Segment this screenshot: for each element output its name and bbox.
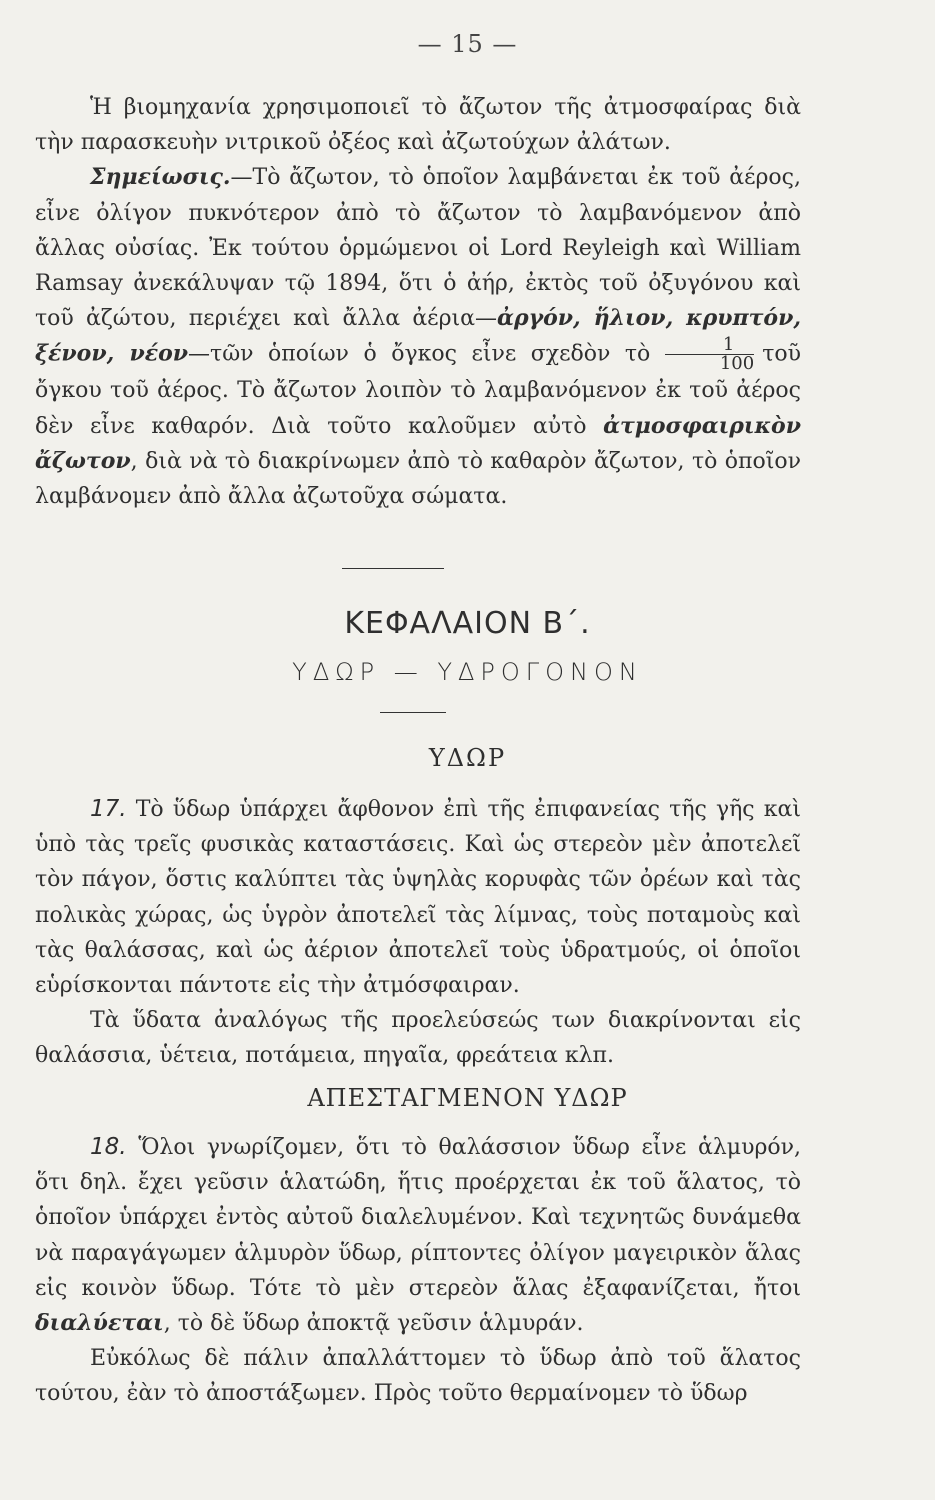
section-heading-distilled-water: ΑΠΕΣΤΑΓΜΕΝΟΝ ΥΔΩΡ	[307, 1084, 628, 1112]
paragraph-17	[35, 792, 801, 1003]
section-heading-water: ΥΔΩΡ	[428, 744, 507, 772]
paragraph-number-17: 17.	[90, 796, 127, 822]
fraction-one-hundredth	[665, 336, 754, 373]
paragraph-water-types: Τὰ ὕδατα ἀναλόγως τῆς προελεύσεώς των διακρίνονται εἰς θαλάσσια, ὑέτεια, ποτάμεια, πηγαῖα, φρεάτεια κλπ.	[35, 1008, 801, 1069]
paragraph-distillation: Εὐκόλως δὲ πάλιν ἀπαλλάττομεν τὸ ὕδωρ ἀπὸ τοῦ ἅλατος τούτου, ἐὰν τὸ ἀποστάξωμεν. Πρὸς τοῦτο θερμαίνομεν τὸ ὕδωρ	[35, 1346, 801, 1407]
paragraph-note	[35, 160, 801, 514]
paragraph-18	[35, 1130, 801, 1341]
paragraph-17-text: Τὸ ὕδωρ ὑπάρχει ἄφθονον ἐπὶ τῆς ἐπιφανείας τῆς γῆς καὶ ὑπὸ τὰς τρεῖς φυσικὰς καταστάσεις. Καὶ ὡς στερεὸν μὲν ἀποτελεῖ τὸν πάγον, ὅστις καλύπτει τὰς ὑψηλὰς κορυφὰς τῶν ὀρέων καὶ τὰς πολικὰς χώρας, ὡς ὑγρὸν ἀποτελεῖ τὰς λίμνας, τοὺς ποταμοὺς καὶ τὰς θαλάσσας, καὶ ὡς ἀέριον ἀποτελεῖ τοὺς ὑδρατμούς, οἱ ὁποῖοι εὑρίσκονται πάντοτε εἰς τὴν ἀτμόσφαιραν.	[35, 797, 801, 999]
chapter-title: ΚΕΦΑΛΑΙΟΝ Β΄.	[344, 606, 591, 641]
subtitle-divider	[380, 712, 446, 713]
paragraph-number-18: 18.	[90, 1134, 127, 1160]
distilled-text-block	[35, 1130, 801, 1412]
note-text-d: , διὰ νὰ τὸ διακρίνωμεν ἀπὸ τὸ καθαρὸν ἄζωτον, τὸ ὁποῖον λαμβάνομεν ἀπὸ ἄλλα ἀζωτοῦχα σώματα.	[35, 448, 801, 510]
top-text-block	[35, 90, 801, 514]
dissolves-term: διαλύεται	[35, 1310, 164, 1337]
noble-gases-list: ἀργόν, ἥλιον, κρυπτόν, ξένον, νέον	[35, 305, 801, 367]
chapter-subtitle: ΥΔΩΡ — ΥΔΡΟΓΟΝΟΝ	[292, 658, 643, 686]
atmospheric-nitrogen-term: ἀτμοσφαιρικὸν ἄζωτον	[35, 412, 801, 474]
note-text-c: τοῦ ὄγκου τοῦ ἀέρος. Τὸ ἄζωτον λοιπὸν τὸ λαμβανόμενον ἐκ τοῦ ἀέρος δὲν εἶνε καθαρόν. Διὰ τοῦτο καλοῦμεν αὐτὸ	[35, 341, 801, 439]
fraction-numerator: 1	[665, 336, 754, 355]
water-text-block	[35, 792, 801, 1074]
fraction-denominator: 100	[719, 353, 755, 375]
note-text-a: —Τὸ ἄζωτον, τὸ ὁποῖον λαμβάνεται ἐκ τοῦ ἀέρος, εἶνε ὀλίγον πυκνότερον ἀπὸ τὸ ἄζωτον τὸ λαμβανόμενον ἀπὸ ἄλλας οὐσίας. Ἐκ τούτου ὁρμώμενοι οἱ Lord Reyleigh καὶ William Ramsay ἀνεκάλυψαν τῷ 1894, ὅτι ὁ ἀήρ, ἐκτὸς τοῦ ὀξυγόνου καὶ τοῦ ἀζώτου, περιέχει καὶ ἄλλα ἀέρια—	[35, 165, 801, 332]
paragraph-18-text-b: , τὸ δὲ ὕδωρ ἀποκτᾷ γεῦσιν ἁλμυράν.	[163, 1311, 584, 1337]
page-number: — 15 —	[417, 30, 518, 58]
section-divider	[342, 568, 444, 569]
note-text-b: —τῶν ὁποίων ὁ ὄγκος εἶνε σχεδὸν τὸ	[188, 341, 651, 367]
paragraph-18-text-a: Ὅλοι γνωρίζομεν, ὅτι τὸ θαλάσσιον ὕδωρ εἶνε ἁλμυρόν, ὅτι δηλ. ἔχει γεῦσιν ἁλατώδη, ἥτις προέρχεται ἐκ τοῦ ἅλατος, τὸ ὁποῖον ὑπάρχει ἐντὸς αὐτοῦ διαλελυμένον. Καὶ τεχνητῶς δυνάμεθα νὰ παραγάγωμεν ἁλμυρὸν ὕδωρ, ρίπτοντες ὀλίγον μαγειρικὸν ἅλας εἰς κοινὸν ὕδωρ. Τότε τὸ μὲν στερεὸν ἅλας ἐξαφανίζεται, ἤτοι	[35, 1135, 801, 1301]
note-label: Σημείωσις.	[90, 164, 231, 191]
paragraph-industry: Ἡ βιομηχανία χρησιμοποιεῖ τὸ ἄζωτον τῆς ἀτμοσφαίρας διὰ τὴν παρασκευὴν νιτρικοῦ ὀξέος καὶ ἀζωτούχων ἀλάτων.	[35, 95, 801, 156]
